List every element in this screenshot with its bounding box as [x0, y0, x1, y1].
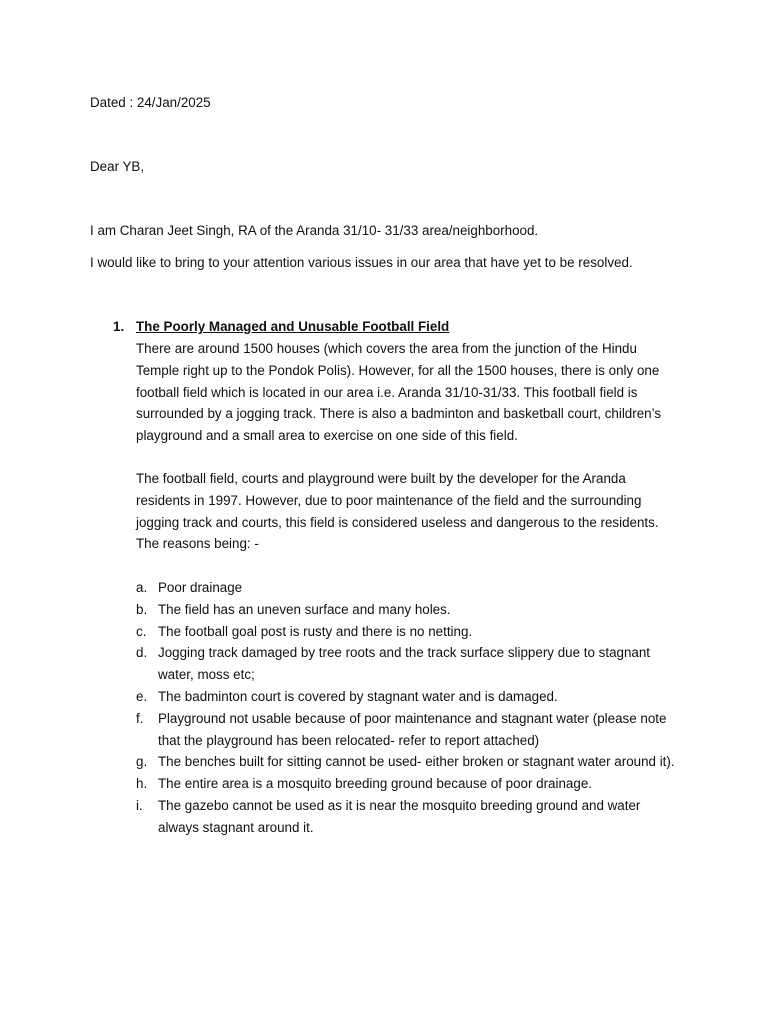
section-number: 1.: [113, 319, 125, 334]
list-item: [136, 599, 681, 621]
list-item-text: Playground not usable because of poor maintenance and stagnant water (please note that the playground has been relocated- refer to report attached): [158, 710, 667, 748]
list-item-text: The gazebo cannot be used as it is near the mosquito breeding ground and water always stagnant around it.: [158, 797, 641, 835]
purpose-paragraph: I would like to bring to your attention various issues in our area that have yet to be resolved.: [90, 255, 633, 270]
list-item: [136, 621, 681, 643]
list-item: [136, 642, 681, 686]
list-item-text: The entire area is a mosquito breeding ground because of poor drainage.: [158, 776, 592, 792]
list-item: [136, 686, 681, 708]
list-item: [136, 708, 681, 752]
list-item-text: The badminton court is covered by stagnant water and is damaged.: [158, 688, 558, 704]
list-item: [136, 577, 681, 599]
section-paragraph-2: The football field, courts and playground were built by the developer for the Aranda residents in 1997. However, due to poor maintenance of the field and the surrounding jogging track and courts, this field is considered useless and dangerous to the residents. The reasons being: -: [136, 471, 659, 552]
list-marker: e.: [136, 688, 148, 704]
intro-paragraph: I am Charan Jeet Singh, RA of the Aranda 31/10- 31/33 area/neighborhood.: [90, 223, 539, 238]
list-marker: h.: [136, 776, 148, 792]
section-paragraph-1: There are around 1500 houses (which covers the area from the junction of the Hindu Temple right up to the Pondok Polis). However, for all the 1500 houses, there is only one football field which is located in our area i.e. Aranda 31/10-31/33. This football field is surrounded by a jogging track. There is also a badminton and basketball court, children’s playground and a small area to exercise on one side of this field.: [136, 341, 662, 444]
list-item-text: The field has an uneven surface and many holes.: [158, 601, 451, 617]
reasons-list: [136, 577, 681, 839]
list-marker: d.: [136, 645, 148, 661]
list-marker: f.: [136, 710, 144, 726]
list-item: [136, 751, 681, 773]
list-item-text: The football goal post is rusty and there is no netting.: [158, 623, 473, 639]
list-item-text: Jogging track damaged by tree roots and the track surface slippery due to stagnant water, moss etc;: [158, 645, 651, 683]
letter-date: Dated : 24/Jan/2025: [90, 95, 211, 110]
list-marker: c.: [136, 623, 147, 639]
salutation: Dear YB,: [90, 159, 145, 174]
list-item: [136, 795, 681, 839]
list-item-text: The benches built for sitting cannot be used- either broken or stagnant water around it).: [158, 754, 675, 770]
list-marker: b.: [136, 601, 148, 617]
list-marker: a.: [136, 580, 148, 595]
list-marker: i.: [136, 797, 143, 813]
section-heading: The Poorly Managed and Unusable Football Field: [136, 319, 450, 334]
list-item: [136, 773, 681, 795]
list-item-text: Poor drainage: [158, 580, 243, 595]
list-marker: g.: [136, 754, 148, 770]
